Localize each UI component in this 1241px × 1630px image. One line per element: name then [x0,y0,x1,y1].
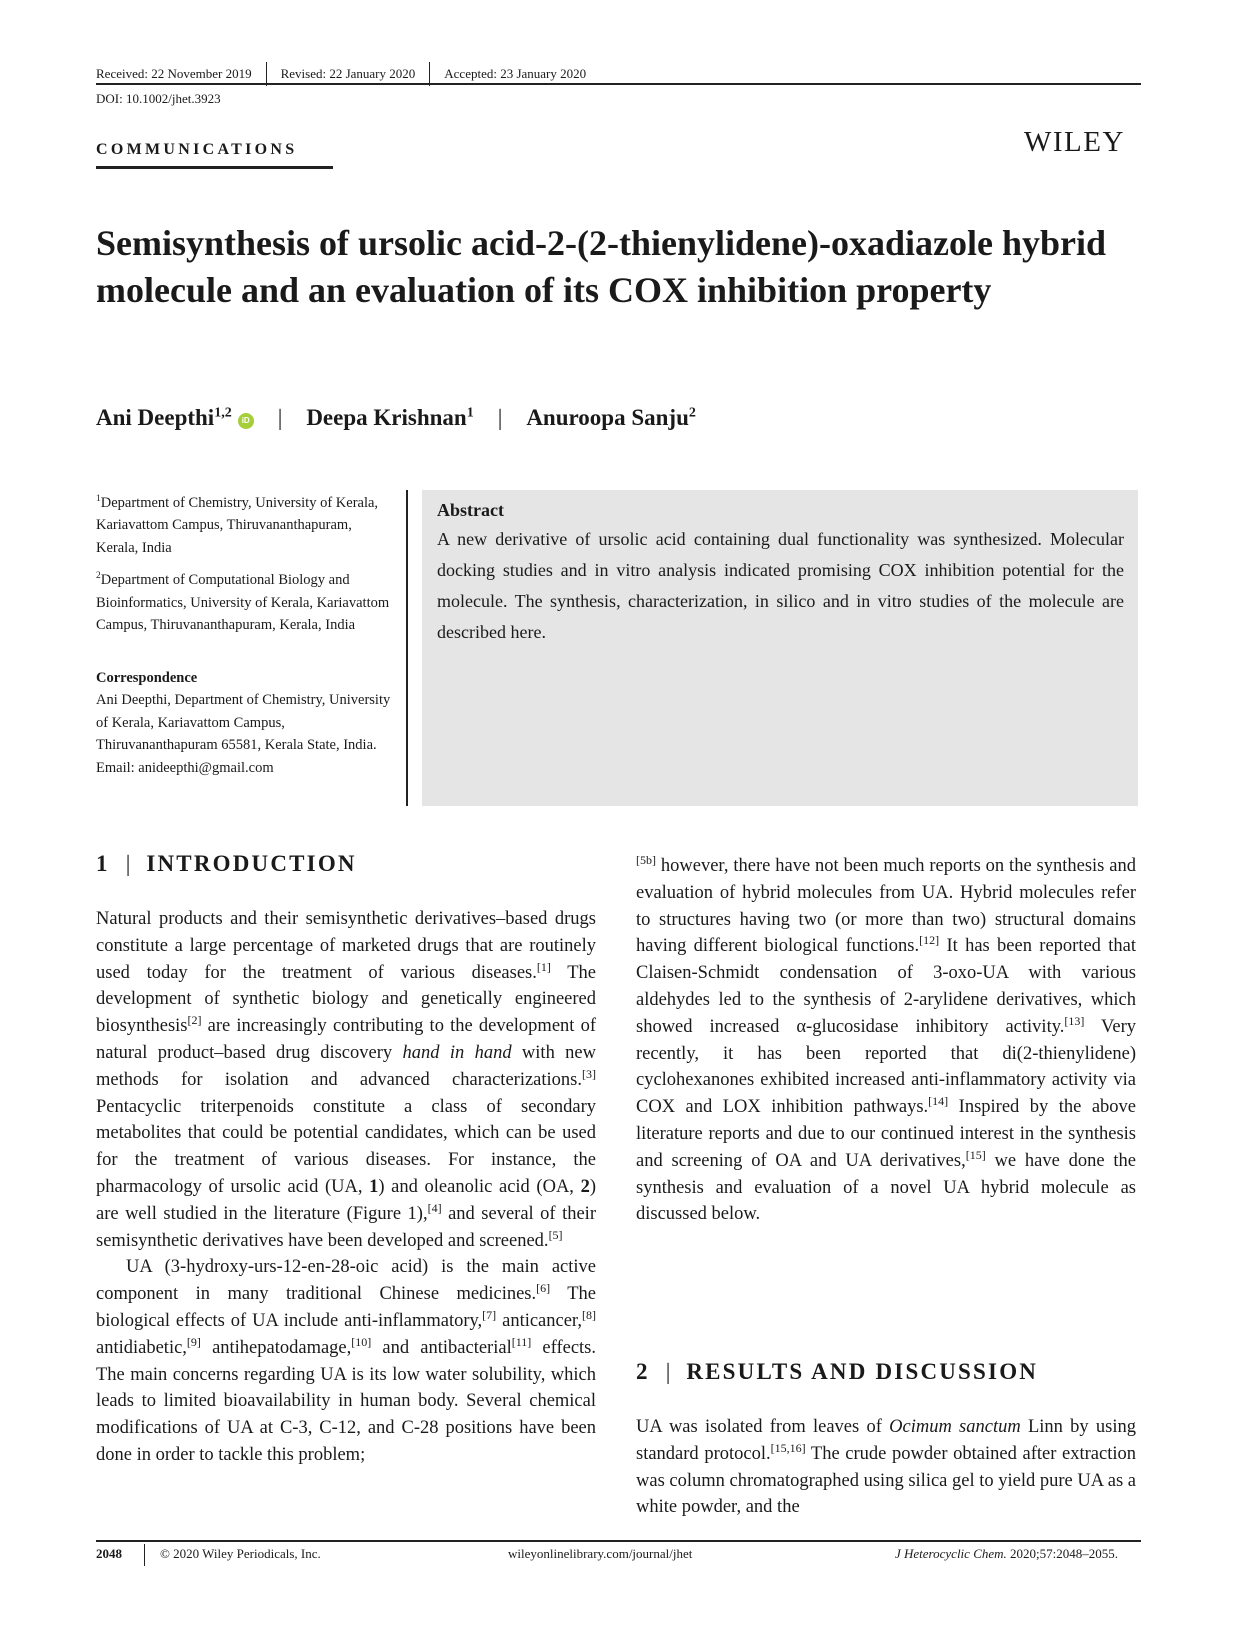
citation-ref[interactable]: [6] [536,1281,551,1295]
author[interactable]: Deepa Krishnan$^1$ [306,405,474,430]
citation-ref[interactable]: [12] [919,933,940,948]
paragraph: UA was isolated from leaves of Ocimum sanctum Linn by using standard protocol.[15,16] The crude powder obtained after extraction was column chromatographed using silica gel to yield pure UA as a white powder, and the [636,1417,1137,1518]
correspondence-heading: Correspondence [96,669,198,686]
citation-ref[interactable]: [10] [351,1334,372,1349]
body-column-right [636,853,1136,1228]
abstract-heading: Abstract [437,500,504,520]
citation-ref[interactable]: [14] [928,1094,949,1109]
citation-ref[interactable]: [13] [1064,1013,1085,1028]
footer-rule [96,1540,1141,1542]
author-list [96,405,696,431]
citation-ref[interactable]: [4] [427,1200,442,1215]
citation-ref[interactable]: [15,16] [770,1440,806,1455]
orcid-icon[interactable]: iD [238,413,254,429]
revised-date: Revised: 22 January 2020 [280,66,416,81]
section-label-underline [96,166,333,169]
copyright: © 2020 Wiley Periodicals, Inc. [160,1546,321,1561]
abstract-divider [406,490,408,806]
abstract-text: A new derivative of ursolic acid containing dual functionality was synthesized. Molecular docking studies and in vitro analysis indicated promising COX inhibition potential for the molecule. The synthesis, characterization, in silico and in vitro studies of the molecule are described here. [437,529,1124,642]
accepted-date: Accepted: 23 January 2020 [444,66,587,81]
doi: DOI: 10.1002/jhet.3923 [96,91,221,106]
citation-ref[interactable]: [2] [187,1013,202,1028]
paragraph-continued: [5b] however, there have not been much reports on the synthesis and evaluation of hybrid molecules from UA. Hybrid molecules refer to structures having two (or more than two) structural domains having different biological functions.[12] It has been reported that Claisen-Schmidt condensation of 3-oxo-UA with various aldehydes led to the synthesis of 2-arylidene derivatives, which showed increased α-glucosidase inhibitory activity.[13] Very recently, it has been reported that di(2-thienylidene) cyclohexanones exhibited increased anti-inflammatory activity via COX and LOX inhibition pathways.[14] Inspired by the above literature reports and due to our continued interest in the synthesis and screening of OA and UA derivatives,[15] we have done the synthesis and evaluation of a novel UA hybrid molecule as discussed below. [636,852,1137,1225]
body-column-right-results [636,1414,1136,1521]
section-heading-results: 2 | RESULTS AND DISCUSSION [636,1359,1039,1384]
affiliation: $^1$Department of Chemistry, University of Kerala, Kariavattom Campus, Thiruvananthapuram, Kerala, India [96,494,379,556]
citation-ref[interactable]: [11] [511,1334,532,1349]
citation-ref[interactable]: [15] [965,1147,986,1162]
author-divider: | [277,405,283,430]
citation-ref[interactable]: [9] [186,1334,201,1349]
journal-citation: J Heterocyclic Chem. 2020;57:2048–2055. [895,1546,1119,1561]
article-title: Semisynthesis of ursolic acid-2-(2-thienylidene)-oxadiazole hybrid molecule and an evaluation of its COX inhibition property [96,223,1106,310]
author-divider: | [497,405,503,430]
citation-ref[interactable]: [5b] [636,852,656,867]
paragraph: UA (3-hydroxy-urs-12-en-28-oic acid) is the main active component in many traditional Chinese medicines.[6] The biological effects of UA include anti-inflammatory,[7] anticancer,[8] antidiabetic,[9] antihepatodamage,[10] and antibacterial[11] effects. The main concerns regarding UA is its low water solubility, which leads to limited bioavailability in human body. Several chemical modifications of UA at C-3, C-12, and C-28 positions have been done in order to tackle this problem; [96,1257,596,1465]
author[interactable]: Ani Deepthi$^{1,2}$ [96,405,232,430]
citation-ref[interactable]: [5] [548,1227,563,1242]
correspondence-email[interactable]: Email: anideepthi@gmail.com [96,759,274,776]
abstract-box [422,490,1138,806]
author[interactable]: Anuroopa Sanju$^2$ [526,405,696,430]
citation-ref[interactable]: [7] [482,1307,497,1322]
paragraph: Natural products and their semisynthetic derivatives–based drugs constitute a large percentage of marketed drugs that are routinely used today for the treatment of various diseases.[1] The development of synthetic biology and genetically engineered biosynthesis[2] are increasingly contributing to the development of natural product–based drug discovery hand in hand with new methods for isolation and advanced characterizations.[3] Pentacyclic triterpenoids constitute a class of secondary metabolites that could be potential candidates, which can be used for the treatment of various diseases. For instance, the pharmacology of ursolic acid (UA, 1) and oleanolic acid (OA, 2) are well studied in the literature (Figure 1),[4] and several of their semisynthetic derivatives have been developed and screened.[5] [96,909,597,1251]
footer-divider [144,1544,145,1566]
citation-ref[interactable]: [8] [581,1307,596,1322]
section-label: COMMUNICATIONS [96,141,298,158]
publisher-logo: WILEY [1024,126,1125,158]
page-number: 2048 [96,1546,122,1561]
journal-url[interactable]: wileyonlinelibrary.com/journal/jhet [508,1546,693,1561]
correspondence-text: Ani Deepthi, Department of Chemistry, University of Kerala, Kariavattom Campus, Thiruvananthapuram 65581, Kerala State, India. Email: anideepthi@gmail.com [96,692,391,776]
affiliation: $^2$Department of Computational Biology and Bioinformatics, University of Kerala, Kariavattom Campus, Thiruvananthapuram, Kerala, India [96,571,390,634]
header-rule [96,83,1141,85]
affiliations-panel [96,488,391,779]
citation-ref[interactable]: [3] [582,1066,596,1081]
citation-ref[interactable]: [1] [536,959,551,974]
body-column-left [96,906,596,1469]
section-heading-introduction: 1 | INTRODUCTION [96,851,357,876]
received-date: Received: 22 November 2019 [96,66,252,81]
